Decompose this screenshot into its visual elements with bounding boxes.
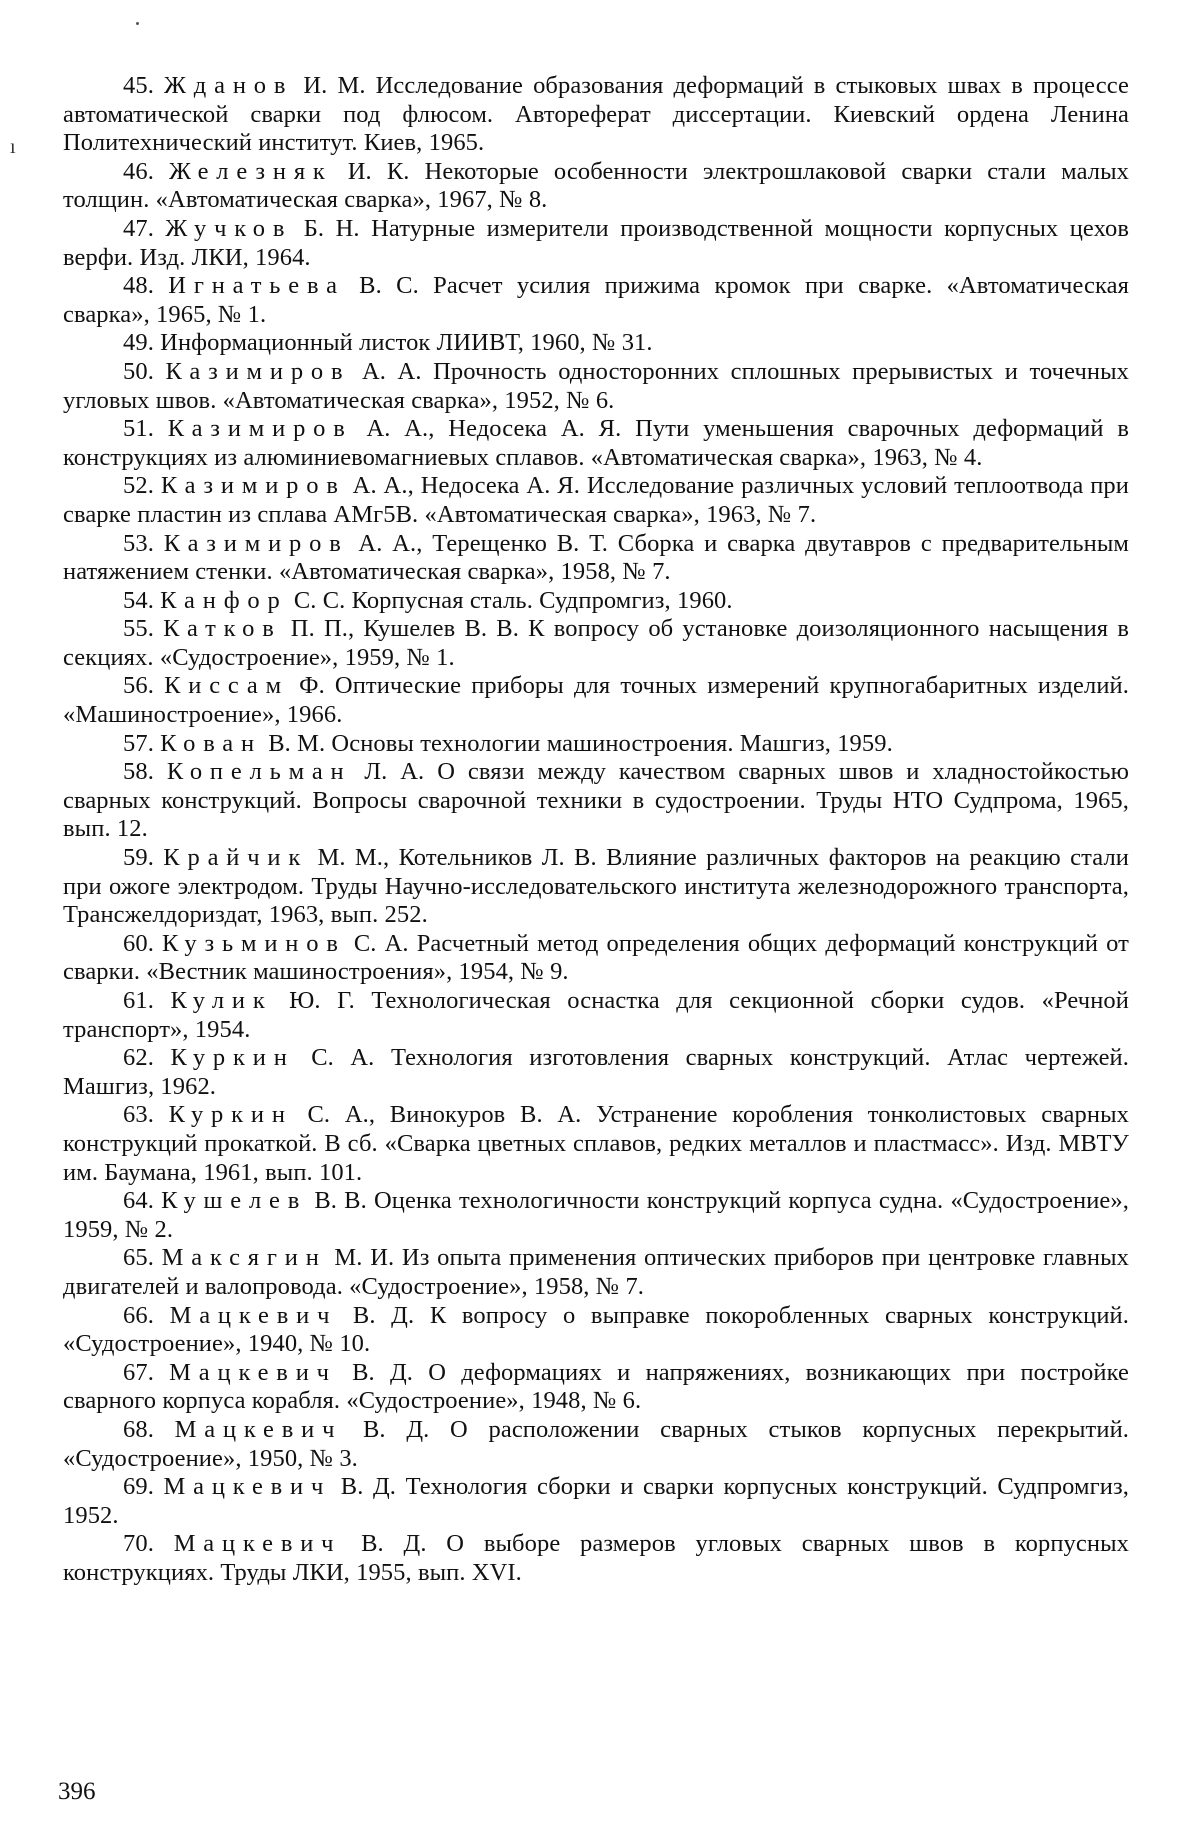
reference-author: Казимиров <box>165 357 351 385</box>
reference-author: Жданов <box>164 72 294 99</box>
reference-author: Казимиров <box>160 472 346 500</box>
reference-author: Мацкевич <box>163 1473 332 1501</box>
reference-number: 65. <box>123 1244 154 1272</box>
reference-text: В. М. Основы технологии машиностроения. Машгиз, 1959. <box>261 729 893 757</box>
reference-author: Мацкевич <box>169 1358 337 1386</box>
reference-number: 59. <box>123 844 154 872</box>
reference-text: А. А., Терещенко В. Т. Сборка и сварка двутавров с предварительным натяжением стенки. «Автоматическая сварка», 1958, № 7. <box>63 529 1129 586</box>
reference-number: 62. <box>123 1044 154 1072</box>
reference-entry <box>63 158 1129 215</box>
reference-text: Ф. Оптические приборы для точных измерений крупногабаритных изделий. «Машиностроение», 1966. <box>63 672 1129 729</box>
reference-author: Железняк <box>169 157 333 185</box>
reference-author: Куркин <box>168 1101 293 1129</box>
reference-entry <box>63 1101 1129 1187</box>
reference-entry <box>63 587 1129 616</box>
reference-text: М. М., Котельников Л. В. Влияние различных факторов на реакцию стали при ожоге электродом. Труды Научно-исследовательского института железнодорожного транспорта, Трансжелдориздат, 1963, вып. 252. <box>63 844 1129 929</box>
reference-number: 68. <box>123 1415 154 1443</box>
reference-entry <box>63 844 1129 930</box>
reference-author: Мацкевич <box>174 1415 343 1443</box>
reference-entry <box>63 672 1129 729</box>
reference-entry <box>63 1530 1129 1587</box>
reference-author: Кузьминов <box>162 929 346 957</box>
reference-author: Киссам <box>164 672 289 700</box>
reference-text: М. И. Из опыта применения оптических приборов при центровке главных двигателей и валопровода. «Судостроение», 1958, № 7. <box>63 1244 1129 1300</box>
reference-author: Канфор <box>160 586 288 614</box>
reference-number: 70. <box>123 1530 154 1558</box>
reference-text: А. А., Недосека А. Я. Исследование различных условий теплоотвода при сварке пластин из сплава АМг5В. «Автоматическая сварка», 1963, № 7. <box>63 472 1129 528</box>
reference-text: В. С. Расчет усилия прижима кромок при сварке. «Автоматическая сварка», 1965, № 1. <box>63 272 1129 328</box>
reference-text: А. А., Недосека А. Я. Пути уменьшения сварочных деформаций в конструкциях из алюминиевомагниевых сплавов. «Автоматическая сварка», 1963, № 4. <box>63 415 1130 471</box>
reference-entry <box>63 615 1129 672</box>
reference-entry <box>63 329 1129 358</box>
reference-entry <box>63 72 1129 158</box>
margin-mark: ı <box>10 136 16 158</box>
reference-entry <box>63 1187 1129 1244</box>
print-speck <box>136 22 139 25</box>
reference-entry <box>63 1302 1129 1359</box>
reference-text: Информационный листок ЛИИВТ, 1960, № 31. <box>160 329 653 357</box>
reference-text: С. А., Винокуров В. А. Устранение коробления тонколистовых сварных конструкций прокаткой. В сб. «Сварка цветных сплавов, редких металлов и пластмасс». Изд. МВТУ им. Баумана, 1961, вып. 101. <box>63 1101 1129 1186</box>
reference-author: Кулик <box>170 987 273 1014</box>
reference-author: Игнатьева <box>168 272 345 300</box>
reference-entry <box>63 472 1129 529</box>
reference-text: Ю. Г. Технологическая оснастка для секционной сборки судов. «Речной транспорт», 1954. <box>63 987 1129 1043</box>
reference-text: Б. Н. Натурные измерители производственной мощности корпусных цехов верфи. Изд. ЛКИ, 1964. <box>63 214 1130 271</box>
reference-text: И. К. Некоторые особенности электрошлаковой сварки стали малых толщин. «Автоматическая сварка», 1967, № 8. <box>63 157 1129 214</box>
reference-text: В. Д. Технология сборки и сварки корпусных конструкций. Судпромгиз, 1952. <box>63 1473 1129 1529</box>
reference-number: 67. <box>123 1358 154 1386</box>
reference-number: 51. <box>123 415 154 443</box>
reference-number: 69. <box>123 1473 154 1501</box>
reference-text: И. М. Исследование образования деформаций в стыковых швах в процессе автоматической сварки под флюсом. Автореферат диссертации. Киевский ордена Ленина Политехнический институт. Киев, 1965. <box>63 72 1129 157</box>
reference-text: В. Д. К вопросу о выправке покоробленных сварных конструкций. «Судостроение», 1940, № 10. <box>63 1301 1129 1358</box>
reference-entry <box>63 758 1129 844</box>
reference-text: Л. А. О связи между качеством сварных швов и хладностойкостью сварных конструкций. Вопросы сварочной техники в судостроении. Труды НТО Судпрома, 1965, вып. 12. <box>63 758 1129 843</box>
reference-entry <box>63 215 1129 272</box>
reference-text: В. Д. О деформациях и напряжениях, возникающих при постройке сварного корпуса корабля. «Судостроение», 1948, № 6. <box>63 1358 1129 1415</box>
reference-number: 64. <box>123 1187 154 1215</box>
reference-number: 63. <box>123 1101 154 1129</box>
reference-author: Жучков <box>165 214 293 242</box>
reference-author: Мацкевич <box>169 1301 338 1329</box>
reference-number: 57. <box>123 729 154 757</box>
page-number: 396 <box>58 1778 96 1805</box>
reference-text: С. А. Технология изготовления сварных конструкций. Атлас чертежей. Машгиз, 1962. <box>63 1044 1129 1100</box>
reference-text: А. А. Прочность односторонних сплошных прерывистых и точечных угловых швов. «Автоматическая сварка», 1952, № 6. <box>63 357 1129 414</box>
reference-author: Копельман <box>166 758 352 786</box>
reference-number: 54. <box>123 586 154 614</box>
reference-text: В. Д. О выборе размеров угловых сварных швов в корпусных конструкциях. Труды ЛКИ, 1955, вып. XVI. <box>63 1530 1129 1586</box>
reference-author: Куркин <box>170 1044 295 1072</box>
reference-number: 47. <box>123 214 154 242</box>
reference-entry <box>63 1044 1129 1101</box>
reference-entry <box>63 1359 1129 1416</box>
reference-number: 55. <box>123 615 154 643</box>
reference-number: 48. <box>123 272 154 300</box>
reference-author: Кушелев <box>161 1187 308 1215</box>
reference-number: 45. <box>123 72 154 99</box>
reference-number: 56. <box>123 672 154 700</box>
reference-number: 49. <box>123 329 154 357</box>
reference-entry <box>63 987 1129 1044</box>
reference-entry <box>63 1473 1129 1530</box>
reference-entry <box>63 272 1129 329</box>
reference-number: 61. <box>123 987 154 1014</box>
reference-number: 58. <box>123 758 154 786</box>
reference-entry <box>63 930 1129 987</box>
bibliography-list <box>63 72 1129 1587</box>
reference-author: Максягин <box>161 1244 327 1272</box>
reference-entry <box>63 730 1129 759</box>
reference-author: Крайчик <box>163 844 309 872</box>
reference-text: В. Д. О расположении сварных стыков корпусных перекрытий. «Судостроение», 1950, № 3. <box>63 1415 1129 1472</box>
reference-author: Мацкевич <box>173 1530 342 1558</box>
reference-entry <box>63 530 1129 587</box>
reference-number: 46. <box>123 157 154 185</box>
reference-author: Казимиров <box>167 415 353 443</box>
reference-entry <box>63 358 1129 415</box>
reference-author: Казимиров <box>163 529 349 557</box>
reference-entry <box>63 1244 1129 1301</box>
reference-text: П. П., Кушелев В. В. К вопросу об установке доизоляционного насыщения в секциях. «Судостроение», 1959, № 1. <box>63 615 1129 671</box>
reference-number: 50. <box>123 357 154 385</box>
reference-text: С. А. Расчетный метод определения общих деформаций конструкций от сварки. «Вестник машиностроения», 1954, № 9. <box>63 929 1129 986</box>
reference-number: 52. <box>123 472 154 500</box>
reference-entry <box>63 415 1129 472</box>
reference-entry <box>63 1416 1129 1473</box>
reference-number: 66. <box>123 1301 154 1329</box>
reference-text: В. В. Оценка технологичности конструкций корпуса судна. «Судостроение», 1959, № 2. <box>63 1187 1129 1243</box>
reference-author: Кован <box>160 729 262 757</box>
reference-number: 53. <box>123 529 154 557</box>
reference-text: С. С. Корпусная сталь. Судпромгиз, 1960. <box>287 586 733 614</box>
reference-author: Катков <box>163 615 282 643</box>
reference-number: 60. <box>123 929 154 957</box>
